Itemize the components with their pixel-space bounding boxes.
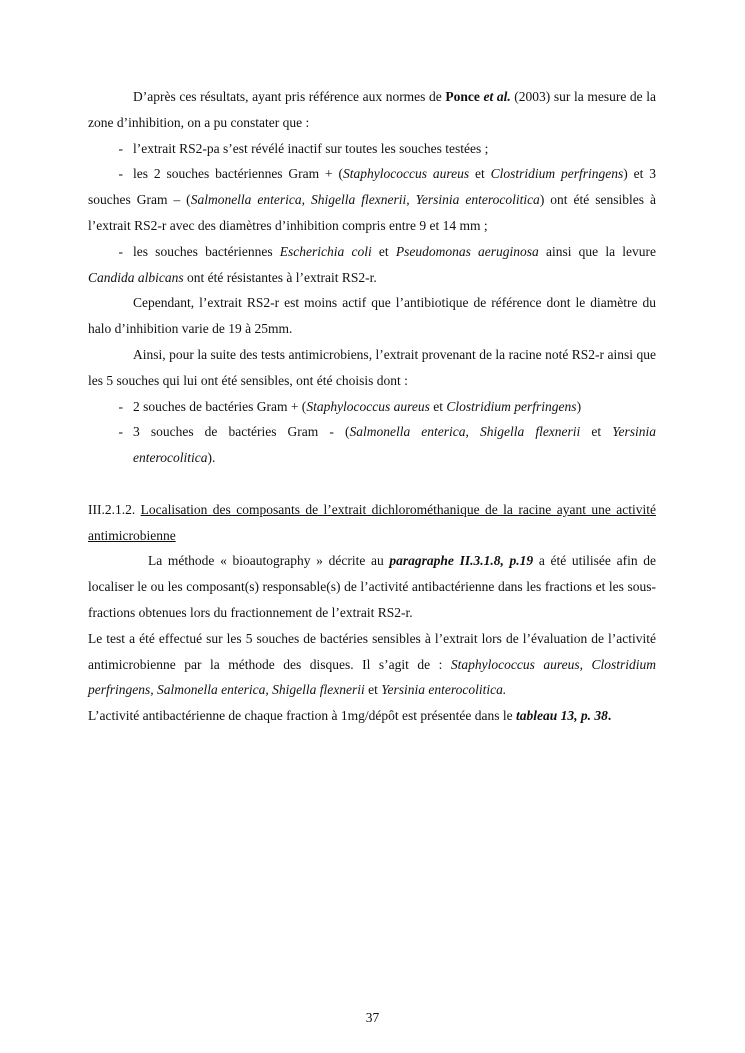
text-run: (2003) sur la mesure de la zone d’inhibition, on a pu constater que : [88,89,656,130]
text-run: et [364,682,382,698]
list-dash: - [118,424,123,440]
species-name: Shigella flexnerii [479,424,581,440]
text-run: les 2 souches bactériennes Gram + ( [133,166,344,182]
page-number: 37 [365,1010,380,1025]
page-body [88,84,656,729]
species-name: Staphylococcus aureus, Clostridium perfringens, Salmonella enterica, Shigella flexnerii [88,656,656,698]
text-run: ) [576,398,582,414]
species-name: Escherichia coli [279,243,372,259]
paragraph-test [88,626,656,703]
list-item [88,394,656,420]
list-dash: - [118,166,123,182]
text-run: 2 souches de bactéries Gram + ( [133,398,307,414]
text-run: et [469,166,491,182]
paragraph-table-ref [88,703,656,729]
text-run: ont été résistantes à l’extrait RS2-r. [183,269,377,285]
text-run: 3 souches de bactéries Gram - ( [133,424,350,440]
species-name: Candida albicans [88,269,184,285]
list-item-text [133,394,656,420]
section-title: Localisation des composants de l’extrait dichlorométhanique de la racine ayant une activité antimicrobienne [88,501,656,543]
list-item [88,136,656,162]
text-run: ) et 3 souches Gram – ( [88,166,656,208]
paragraph-method [88,548,656,625]
list-dash: - [118,398,123,414]
list-item-wrapped [88,239,656,291]
species-name: Salmonella enterica, Shigella flexnerii, Yersinia enterocolitica [190,192,540,208]
text-run: La méthode « bioautography » décrite au [148,553,390,569]
text-run: a été utilisée afin de localiser le ou les composant(s) responsable(s) de l’activité antibactérienne dans les fractions et les sous-fractions obtenues lors du fractionnement de l’extrait RS2-r. [88,553,657,620]
text-run: ainsi que la levure [538,243,656,259]
et-al: et al. [479,89,511,104]
species-name: Staphylococcus aureus [306,398,430,414]
cross-reference: tableau 13, p. 38 [515,708,608,724]
text-run: Le test a été effectué sur les 5 souches de bactéries sensibles à l’extrait lors de l’évaluation de l’activité antimicrobienne par la méthode des disques. Il s’agit de : [88,630,656,672]
spacer [88,471,656,497]
text-run: L’activité antibactérienne de chaque fraction à 1mg/dépôt est présentée dans le [88,708,516,724]
section-heading [88,497,656,549]
text-run: , [465,424,480,440]
list-dash: - [118,243,123,259]
paragraph-intro [88,84,656,136]
text-run: les souches bactériennes [133,243,280,259]
list-item-wrapped [88,161,656,238]
paragraph-comparison: Cependant, l’extrait RS2-r est moins actif que l’antibiotique de référence dont le diamètre du halo d’inhibition varie de 19 à 25mm. [88,295,656,337]
paragraph-selection: Ainsi, pour la suite des tests antimicrobiens, l’extrait provenant de la racine noté RS2-r ainsi que les 5 souches qui lui ont été sensibles, ont été choisis dont : [88,346,656,388]
list-item-text [133,419,656,471]
text-run: D’après ces résultats, ayant pris référence aux normes de [133,89,446,104]
species-name: Yersinia enterocolitica. [381,682,507,698]
species-name: Clostridium perfringens [490,166,624,182]
list-dash: - [118,140,123,156]
species-name: Staphylococcus aureus [343,166,470,182]
text-run: . [607,708,612,724]
section-number: III.2.1.2. [88,501,141,517]
species-name: Pseudomonas aeruginosa [395,243,539,259]
text-run: ). [207,450,216,466]
text-run: ) ont été sensibles à l’extrait RS2-r avec des diamètres d’inhibition compris entre 9 et 14 mm ; [88,192,656,233]
text-run: et [429,398,447,414]
author-name: Ponce [445,89,480,104]
species-name: Yersinia enterocolitica [133,424,656,466]
list-item-text: l’extrait RS2-pa s’est révélé inactif sur toutes les souches testées ; [133,140,489,156]
list-item [88,419,656,471]
species-name: Clostridium perfringens [446,398,577,414]
text-run: et [371,243,396,259]
cross-reference: paragraphe II.3.1.8, p.19 [389,553,534,569]
species-name: Salmonella enterica [349,424,466,440]
text-run: et [580,424,613,440]
